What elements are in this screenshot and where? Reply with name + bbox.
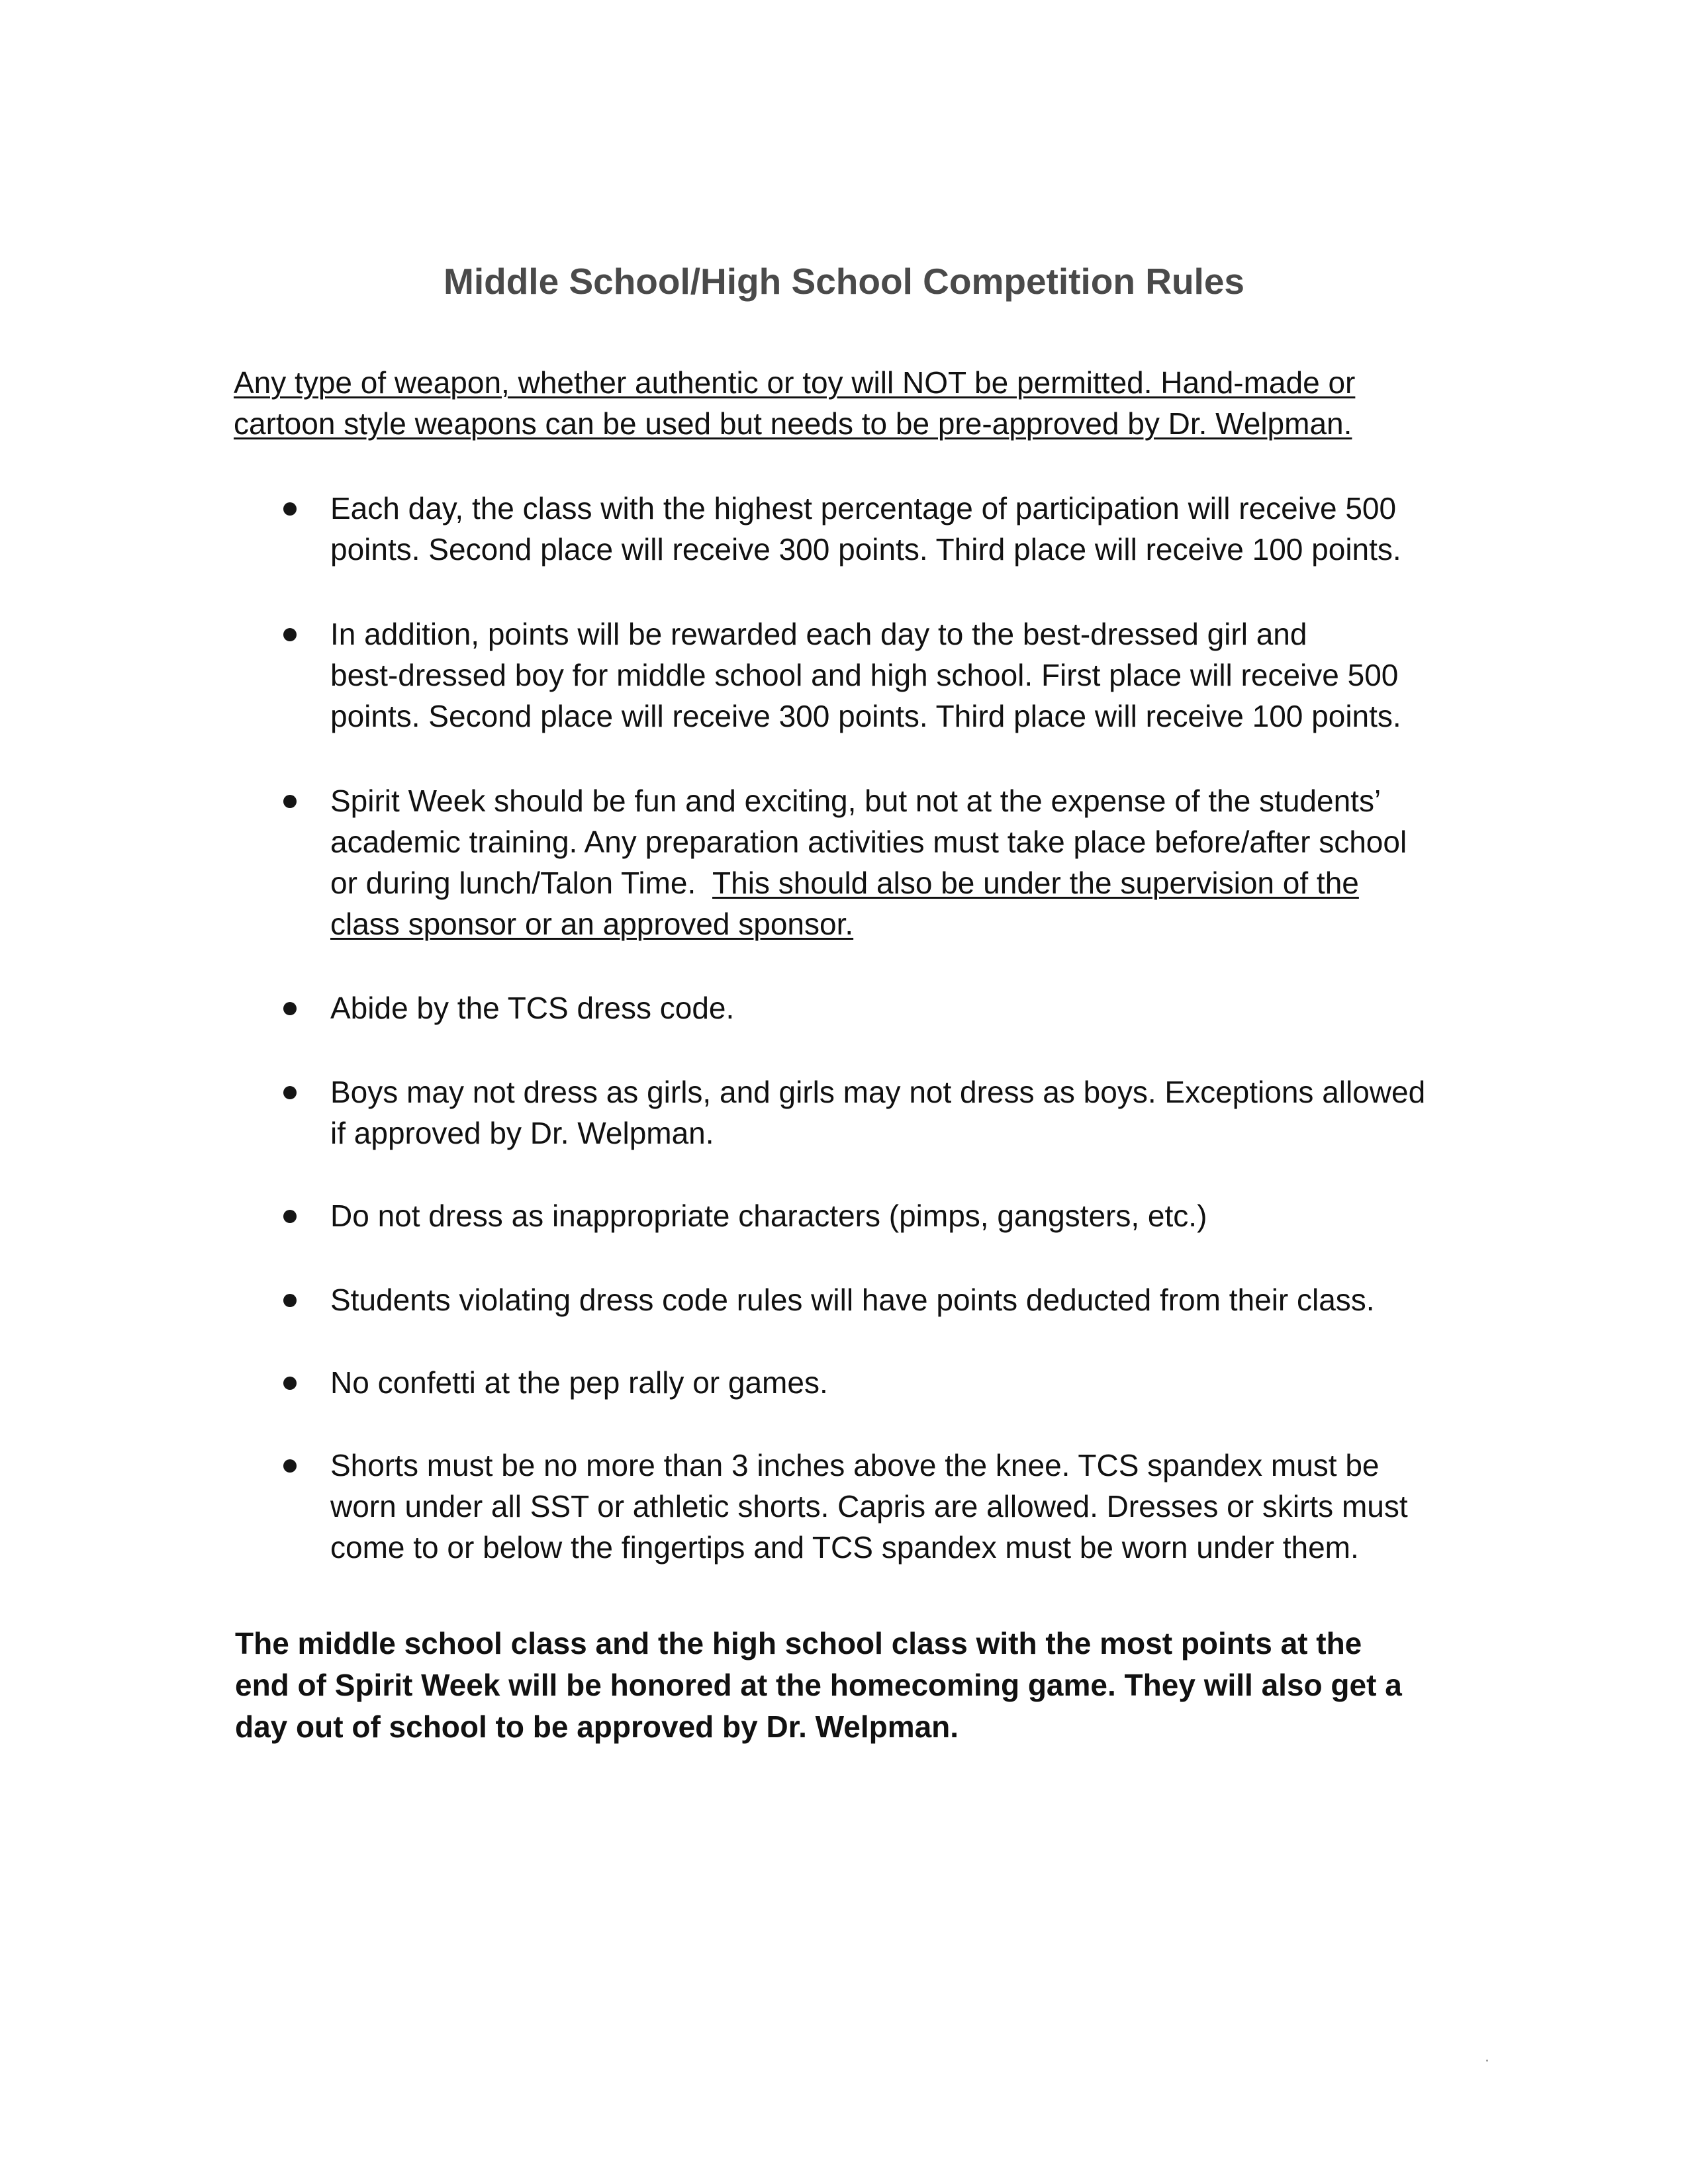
bullet-icon bbox=[283, 502, 297, 516]
rule-line: Boys may not dress as girls, and girls may not dress as boys. Exceptions allowed bbox=[330, 1075, 1426, 1109]
bullet-icon bbox=[283, 1377, 297, 1390]
supervision-note-underlined: This should also be under the supervision of the bbox=[712, 866, 1359, 900]
bullet-icon bbox=[283, 1086, 297, 1099]
scan-speck bbox=[1486, 2060, 1488, 2062]
rule-line: In addition, points will be rewarded each day to the best-dressed girl and bbox=[330, 617, 1307, 651]
closing-line: The middle school class and the high school class with the most points at the bbox=[235, 1626, 1362, 1661]
weapons-notice-line: cartoon style weapons can be used but needs to be pre-approved by Dr. Welpman. bbox=[234, 406, 1352, 441]
weapons-notice bbox=[234, 362, 1355, 444]
rule-line: No confetti at the pep rally or games. bbox=[330, 1365, 828, 1400]
rule-line: points. Second place will receive 300 points. Third place will receive 100 points. bbox=[330, 699, 1401, 733]
rule-line: Abide by the TCS dress code. bbox=[330, 991, 735, 1025]
rule-line: academic training. Any preparation activities must take place before/after school bbox=[330, 825, 1407, 859]
rule-line bbox=[330, 862, 1407, 903]
rule-line: points. Second place will receive 300 points. Third place will receive 100 points. bbox=[330, 532, 1401, 567]
bullet-icon bbox=[283, 1002, 297, 1015]
bullet-icon bbox=[283, 1210, 297, 1223]
closing-line: day out of school to be approved by Dr. Welpman. bbox=[235, 1709, 959, 1744]
closing-statement bbox=[235, 1623, 1402, 1748]
page-title: Middle School/High School Competition Rules bbox=[444, 261, 1244, 302]
closing-line: end of Spirit Week will be honored at the homecoming game. They will also get a bbox=[235, 1668, 1402, 1702]
rule-line: if approved by Dr. Welpman. bbox=[330, 1116, 714, 1150]
bullet-icon bbox=[283, 795, 297, 808]
rule-line: come to or below the fingertips and TCS spandex must be worn under them. bbox=[330, 1530, 1359, 1565]
rule-line: Each day, the class with the highest percentage of participation will receive 500 bbox=[330, 491, 1397, 525]
rule-line: best-dressed boy for middle school and high school. First place will receive 500 bbox=[330, 658, 1399, 692]
rule-line-plain: or during lunch/Talon Time. bbox=[330, 866, 713, 900]
bullet-icon bbox=[283, 1459, 297, 1473]
rule-line: Shorts must be no more than 3 inches above the knee. TCS spandex must be bbox=[330, 1448, 1380, 1482]
rule-line: Students violating dress code rules will have points deducted from their class. bbox=[330, 1283, 1375, 1317]
rule-line: Spirit Week should be fun and exciting, but not at the expense of the students’ bbox=[330, 784, 1382, 818]
rule-line: worn under all SST or athletic shorts. Capris are allowed. Dresses or skirts must bbox=[330, 1489, 1408, 1524]
supervision-note-underlined: class sponsor or an approved sponsor. bbox=[330, 907, 854, 941]
weapons-notice-line: Any type of weapon, whether authentic or toy will NOT be permitted. Hand-made or bbox=[234, 365, 1356, 400]
rule-line: Do not dress as inappropriate characters (pimps, gangsters, etc.) bbox=[330, 1199, 1207, 1233]
bullet-icon bbox=[283, 628, 297, 641]
bullet-icon bbox=[283, 1294, 297, 1307]
